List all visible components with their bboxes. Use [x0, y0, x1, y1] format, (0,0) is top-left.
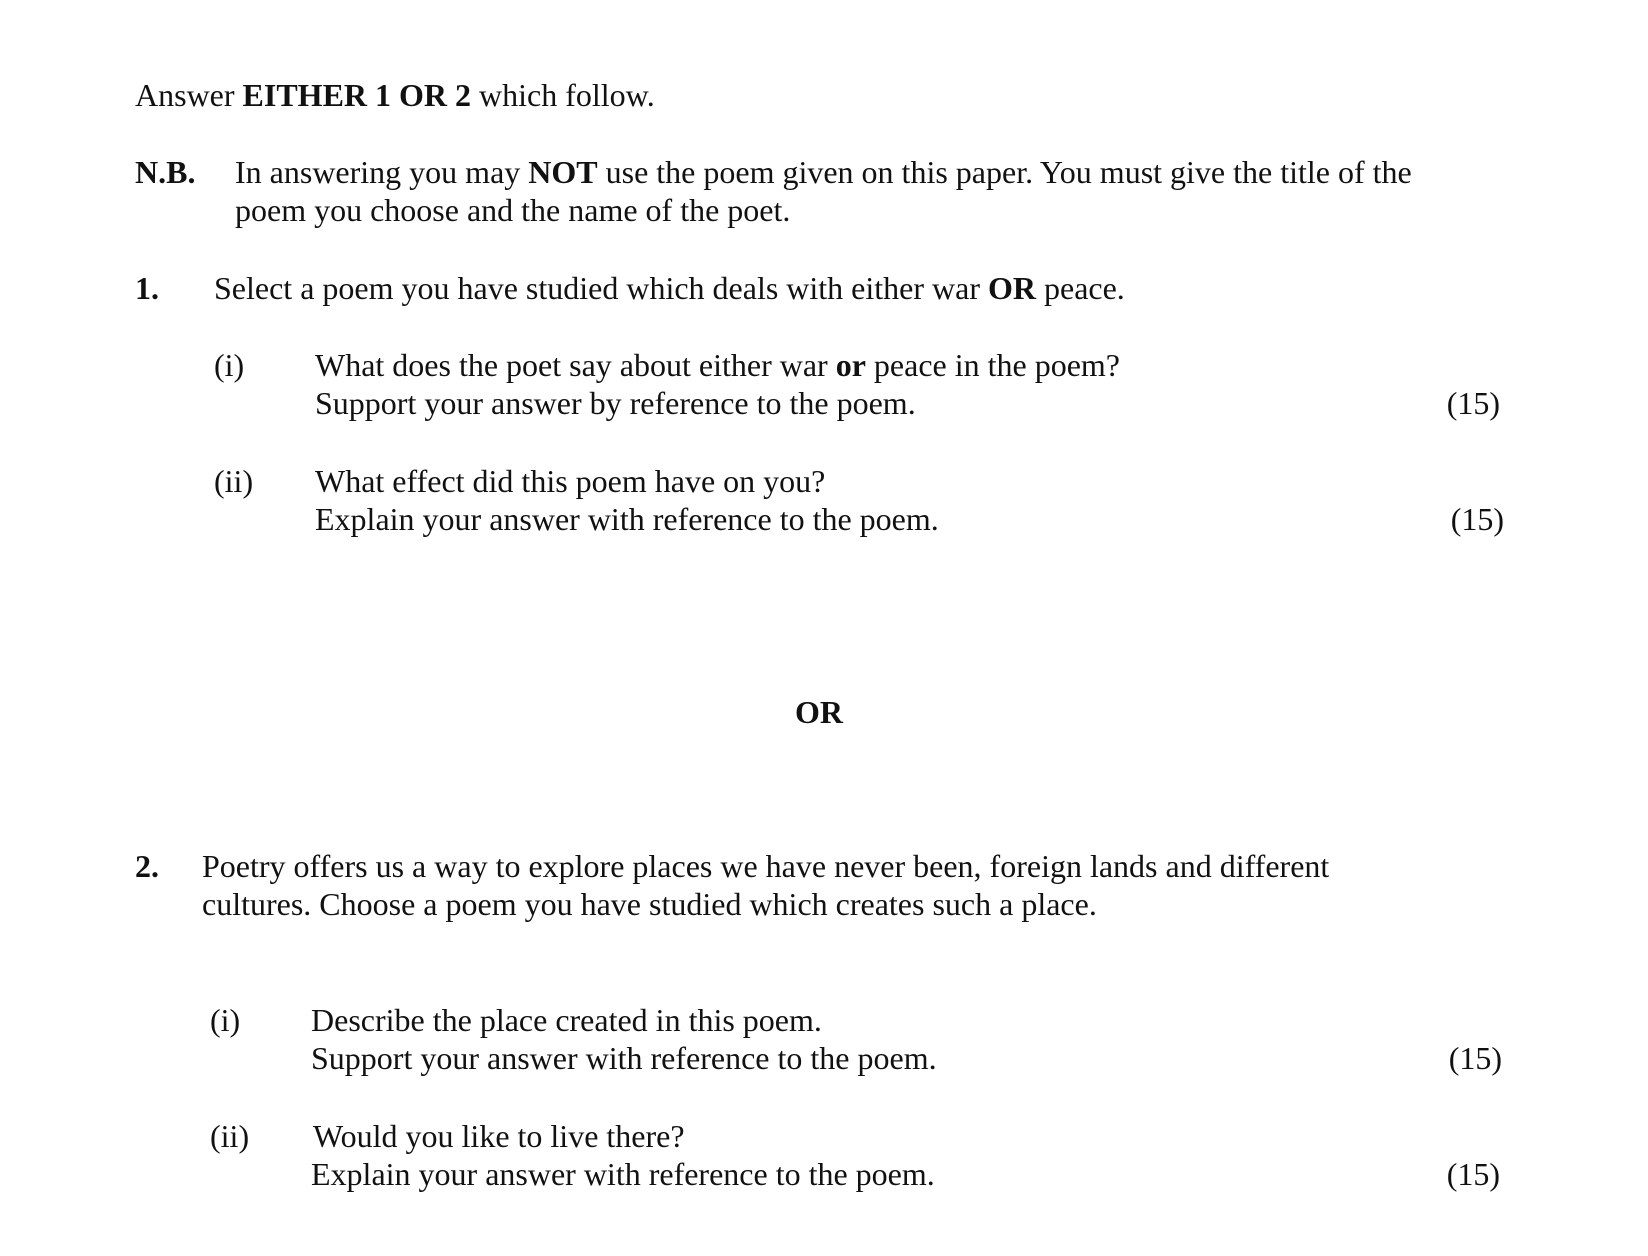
- nb-line-1-bold: NOT: [528, 154, 598, 190]
- instruction-bold: EITHER 1 OR 2: [242, 77, 472, 113]
- q1-part-i-line-2: Support your answer by reference to the poem.: [315, 385, 916, 421]
- q1-stem-pre: Select a poem you have studied which deals with either war: [214, 270, 988, 306]
- q2-part-ii-line-1: Would you like to live there?: [313, 1118, 685, 1154]
- nb-line-1: [235, 153, 1412, 192]
- q1-stem-post: peace.: [1035, 270, 1125, 306]
- instruction-pre: Answer: [135, 77, 243, 113]
- q2-part-i-line-2: Support your answer with reference to the poem.: [311, 1040, 937, 1076]
- q1-stem-bold: OR: [987, 270, 1036, 306]
- q2-stem-line-1: Poetry offers us a way to explore places we have never been, foreign lands and different: [202, 848, 1330, 884]
- q1-part-i-marks: (15): [1446, 385, 1500, 421]
- q2-part-ii-marks: (15): [1446, 1156, 1500, 1192]
- or-separator: [795, 693, 843, 732]
- q1-stem: [214, 269, 1125, 308]
- nb-label-text: N.B.: [135, 154, 196, 190]
- nb-line-1-post: use the poem given on this paper. You must give the title of the: [597, 154, 1412, 190]
- nb-label: [135, 153, 195, 192]
- nb-line-1-pre: In answering you may: [235, 154, 529, 190]
- nb-line-2: poem you choose and the name of the poet.: [235, 192, 791, 228]
- q2-part-i-label: (i): [210, 1002, 241, 1038]
- q1-part-i-line-1-post: peace in the poem?: [865, 347, 1120, 383]
- q2-part-ii-label: (ii): [210, 1118, 250, 1154]
- q2-stem-line-2: cultures. Choose a poem you have studied which creates such a place.: [202, 886, 1097, 922]
- q2-part-i-line-1: Describe the place created in this poem.: [311, 1002, 822, 1038]
- q1-part-ii-marks: (15): [1450, 501, 1504, 537]
- q1-number-text: 1.: [135, 270, 159, 306]
- q1-part-ii-line-1: What effect did this poem have on you?: [315, 463, 826, 499]
- q1-part-i-line-1-pre: What does the poet say about either war: [315, 347, 836, 383]
- or-separator-text: OR: [795, 694, 843, 730]
- q1-part-ii-label: (ii): [214, 463, 254, 499]
- q1-part-ii-line-2: Explain your answer with reference to the poem.: [315, 501, 939, 537]
- q1-number: [135, 269, 159, 308]
- instruction-line: [135, 76, 655, 115]
- q2-number: [135, 847, 159, 886]
- q1-part-i-line-1-bold: or: [835, 347, 866, 383]
- q2-part-ii-line-2: Explain your answer with reference to the poem.: [311, 1156, 935, 1192]
- q2-number-text: 2.: [135, 848, 159, 884]
- q1-part-i-label: (i): [214, 347, 245, 383]
- instruction-post: which follow.: [471, 77, 655, 113]
- q1-part-i-line-1: [315, 346, 1120, 385]
- q2-part-i-marks: (15): [1448, 1040, 1502, 1076]
